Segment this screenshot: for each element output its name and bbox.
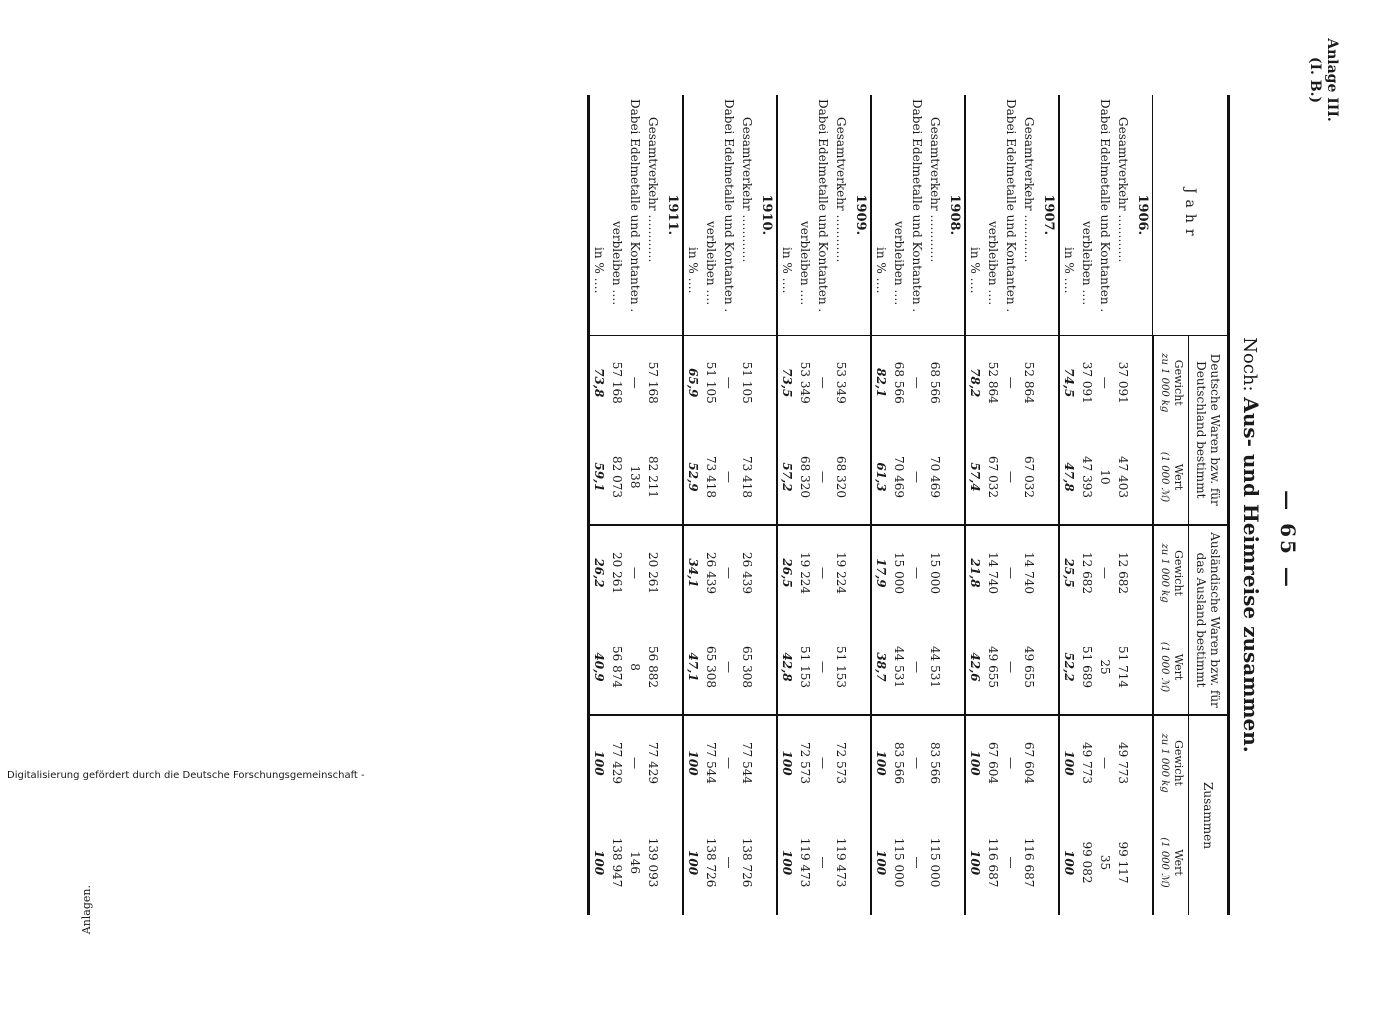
value-cell: 146	[628, 851, 642, 874]
value-cell: 51 105	[740, 361, 754, 404]
group-header-zusammen: Zusammen	[1189, 715, 1229, 915]
value-cell: 100	[683, 810, 702, 915]
empty-cell	[944, 810, 965, 915]
value-cell: 116 687	[986, 837, 1000, 888]
value-cell: 67 604	[1022, 742, 1036, 785]
table-row	[720, 95, 738, 915]
value-cell: —	[1098, 757, 1112, 770]
statistics-table	[587, 95, 1230, 915]
table-row	[1078, 95, 1096, 915]
row-label: Dabei Edelmetalle und Kontanten .	[1002, 95, 1020, 335]
value-cell: 44 531	[926, 620, 944, 715]
table-row	[890, 95, 908, 915]
value-cell: 70 469	[926, 430, 944, 525]
sub-header-label: Gewicht	[1172, 740, 1185, 786]
value-cell: —	[1098, 567, 1112, 580]
value-cell: —	[816, 567, 830, 580]
value-cell: 100	[965, 715, 984, 810]
row-label: verbleiben ….	[608, 95, 626, 335]
value-cell: 12 682	[1116, 552, 1130, 595]
value-cell: 78,2	[965, 335, 984, 430]
value-cell: 56 882	[644, 620, 662, 715]
value-cell: 26,2	[592, 558, 606, 588]
value-cell: —	[910, 567, 924, 580]
value-cell: 115 000	[892, 837, 906, 888]
value-cell: 73,8	[592, 368, 606, 398]
funding-note: Digitalisierung gefördert durch die Deutsche Forschungsgemeinschaft -	[7, 770, 365, 781]
value-cell: 49 773	[1080, 742, 1094, 785]
table-row	[832, 95, 850, 915]
value-cell: —	[1098, 376, 1112, 389]
value-cell: 68 566	[892, 361, 906, 404]
row-label: in % ….	[683, 95, 702, 335]
row-label: Dabei Edelmetalle und Kontanten .	[626, 95, 644, 335]
year-label: 1907.	[1038, 95, 1059, 335]
empty-cell	[944, 525, 965, 620]
table-row	[908, 95, 926, 915]
value-cell: —	[720, 620, 738, 715]
value-cell: 26,5	[777, 525, 796, 620]
table-row	[1096, 95, 1114, 915]
value-cell: —	[1004, 757, 1018, 770]
row-label: Gesamtverkehr …………	[738, 95, 756, 335]
row-label: Gesamtverkehr …………	[644, 95, 662, 335]
value-cell: 82 073	[608, 430, 626, 525]
group-header-deutsche: Deutsche Waren bzw. für Deutschland bestimmt	[1189, 335, 1229, 525]
empty-cell	[662, 525, 683, 620]
title-prefix: Noch:	[1239, 337, 1260, 392]
value-cell: 100	[1059, 715, 1078, 810]
value-cell: 15 000	[892, 552, 906, 595]
value-cell: 68 566	[928, 361, 942, 404]
value-cell: 26 439	[704, 552, 718, 595]
value-cell: 70 469	[890, 430, 908, 525]
value-cell: 115 000	[928, 837, 942, 888]
value-cell: 40,9	[589, 620, 609, 715]
empty-cell	[662, 335, 683, 430]
sub-header-unit: zu 1 000 kg	[1159, 543, 1170, 603]
value-cell: 19 224	[834, 552, 848, 595]
row-label: Gesamtverkehr …………	[1114, 95, 1132, 335]
sub-header-label: Gewicht	[1172, 359, 1185, 406]
table-row	[926, 95, 944, 915]
value-cell: 100	[592, 750, 606, 776]
value-cell: 73,5	[777, 335, 796, 430]
table-body	[589, 95, 1154, 915]
value-cell: 72 573	[798, 742, 812, 785]
table-row	[626, 95, 644, 915]
value-cell: 49 655	[1020, 620, 1038, 715]
year-row	[944, 95, 965, 915]
empty-cell	[662, 430, 683, 525]
value-cell: —	[910, 376, 924, 389]
empty-cell	[1132, 335, 1153, 430]
value-cell: —	[722, 376, 736, 389]
value-cell: 61,3	[871, 430, 890, 525]
empty-cell	[850, 525, 871, 620]
value-cell: 138 726	[704, 837, 718, 888]
value-cell: 52,2	[1059, 620, 1078, 715]
value-cell: 99 117	[1116, 841, 1130, 884]
year-row	[1038, 95, 1059, 915]
value-cell: —	[722, 856, 736, 869]
value-cell: 99 082	[1080, 841, 1094, 884]
sub-header-3	[1153, 620, 1189, 715]
table-row	[984, 95, 1002, 915]
value-cell: 59,1	[589, 430, 609, 525]
sub-header-unit: zu 1 000 kg	[1159, 733, 1170, 793]
sub-header-5	[1153, 810, 1189, 915]
value-cell: 21,8	[965, 525, 984, 620]
value-cell: —	[1004, 376, 1018, 389]
value-cell: 83 566	[928, 742, 942, 785]
value-cell: 57 168	[646, 361, 660, 404]
row-label: in % ….	[965, 95, 984, 335]
value-cell: 15 000	[928, 552, 942, 595]
value-cell: 19 224	[798, 552, 812, 595]
sub-header-1	[1153, 430, 1189, 525]
row-label: verbleiben ….	[984, 95, 1002, 335]
table-row	[871, 95, 890, 915]
value-cell: 53 349	[834, 361, 848, 404]
value-cell: 100	[1059, 810, 1078, 915]
value-cell: 100	[592, 850, 606, 876]
value-cell: 47,8	[1059, 430, 1078, 525]
year-row	[850, 95, 871, 915]
empty-cell	[850, 430, 871, 525]
empty-cell	[756, 335, 777, 430]
value-cell: 82 211	[644, 430, 662, 525]
value-cell: 100	[871, 715, 890, 810]
value-cell: 138 726	[740, 837, 754, 888]
value-cell: —	[816, 376, 830, 389]
row-label: in % ….	[1059, 95, 1078, 335]
table-row	[702, 95, 720, 915]
row-label: verbleiben ….	[796, 95, 814, 335]
value-cell: 53 349	[798, 361, 812, 404]
value-cell: 68 320	[832, 430, 850, 525]
value-cell: 35	[1098, 854, 1112, 871]
value-cell: —	[722, 567, 736, 580]
empty-cell	[1038, 810, 1059, 915]
table-row	[777, 95, 796, 915]
sub-header-label: Gewicht	[1172, 550, 1185, 596]
value-cell: 52 864	[986, 361, 1000, 404]
value-cell: 77 429	[646, 742, 660, 785]
value-cell: 14 740	[986, 552, 1000, 595]
empty-cell	[1132, 810, 1153, 915]
table-row	[814, 95, 832, 915]
empty-cell	[662, 810, 683, 915]
empty-cell	[850, 715, 871, 810]
sub-header-label: Wert	[1172, 463, 1185, 491]
value-cell: 51 105	[704, 361, 718, 404]
empty-cell	[756, 715, 777, 810]
value-cell: 49 773	[1116, 742, 1130, 785]
row-label: Dabei Edelmetalle und Kontanten .	[720, 95, 738, 335]
table-row	[1059, 95, 1078, 915]
value-cell: 37 091	[1080, 361, 1094, 404]
sub-header-unit: (1 000 ℳ)	[1159, 837, 1170, 888]
value-cell: 10	[1096, 430, 1114, 525]
value-cell: —	[628, 376, 642, 389]
value-cell: 116 687	[1022, 837, 1036, 888]
sub-header-2	[1153, 525, 1189, 620]
value-cell: 44 531	[890, 620, 908, 715]
value-cell: 34,1	[683, 525, 702, 620]
value-cell: 47 393	[1078, 430, 1096, 525]
value-cell: 65,9	[683, 335, 702, 430]
value-cell: 65 308	[702, 620, 720, 715]
value-cell: —	[814, 620, 832, 715]
page-title	[1239, 80, 1263, 1010]
value-cell: 51 153	[796, 620, 814, 715]
value-cell: —	[628, 757, 642, 770]
value-cell: 73 418	[702, 430, 720, 525]
empty-cell	[944, 620, 965, 715]
row-label: verbleiben ….	[890, 95, 908, 335]
value-cell: 25,5	[1059, 525, 1078, 620]
value-cell: 138 947	[610, 837, 624, 888]
empty-cell	[756, 810, 777, 915]
row-label: Gesamtverkehr …………	[1020, 95, 1038, 335]
value-cell: —	[910, 757, 924, 770]
value-cell: 67 032	[1020, 430, 1038, 525]
empty-cell	[1132, 715, 1153, 810]
table-row	[644, 95, 662, 915]
empty-cell	[756, 525, 777, 620]
anlagen-note: Anlagen.	[80, 885, 93, 935]
year-row	[662, 95, 683, 915]
value-cell: 74,5	[1059, 335, 1078, 430]
value-cell: 139 093	[646, 837, 660, 888]
value-cell: —	[1004, 856, 1018, 869]
value-cell: 37 091	[1116, 361, 1130, 404]
empty-cell	[850, 810, 871, 915]
value-cell: —	[910, 856, 924, 869]
value-cell: —	[814, 430, 832, 525]
row-label: Dabei Edelmetalle und Kontanten .	[908, 95, 926, 335]
table-row	[738, 95, 756, 915]
value-cell: 47 403	[1114, 430, 1132, 525]
value-cell: 8	[626, 620, 644, 715]
row-label: in % ….	[871, 95, 890, 335]
sub-header-label: Wert	[1172, 653, 1185, 681]
value-cell: 14 740	[1022, 552, 1036, 595]
value-cell: 83 566	[892, 742, 906, 785]
sub-header-4	[1153, 715, 1189, 810]
empty-cell	[1038, 430, 1059, 525]
value-cell: —	[816, 856, 830, 869]
empty-cell	[1132, 620, 1153, 715]
value-cell: 77 544	[704, 742, 718, 785]
table-row	[1114, 95, 1132, 915]
table-row	[965, 95, 984, 915]
value-cell: 52 864	[1022, 361, 1036, 404]
value-cell: 100	[777, 715, 796, 810]
value-cell: 51 153	[832, 620, 850, 715]
row-label: Dabei Edelmetalle und Kontanten .	[1096, 95, 1114, 335]
row-label: in % ….	[777, 95, 796, 335]
value-cell: 67 604	[986, 742, 1000, 785]
value-cell: 25	[1096, 620, 1114, 715]
empty-cell	[1038, 335, 1059, 430]
value-cell: —	[908, 620, 926, 715]
value-cell: 52,9	[683, 430, 702, 525]
sub-header-unit: zu 1 000 kg	[1159, 353, 1170, 413]
year-label: 1911.	[662, 95, 683, 335]
anlage-subtitle: (I. B.)	[1307, 56, 1323, 104]
value-cell: —	[1002, 620, 1020, 715]
value-cell: 82,1	[871, 335, 890, 430]
value-cell: 47,1	[683, 620, 702, 715]
value-cell: 42,6	[965, 620, 984, 715]
year-label: 1909.	[850, 95, 871, 335]
value-cell: 26 439	[740, 552, 754, 595]
table-row	[608, 95, 626, 915]
value-cell: —	[720, 430, 738, 525]
year-label: 1908.	[944, 95, 965, 335]
year-row	[756, 95, 777, 915]
value-cell: 51 714	[1114, 620, 1132, 715]
row-label: Gesamtverkehr …………	[832, 95, 850, 335]
value-cell: 12 682	[1080, 552, 1094, 595]
anlage-title: Anlage III.	[1324, 38, 1340, 122]
year-label: 1910.	[756, 95, 777, 335]
empty-cell	[1038, 620, 1059, 715]
value-cell: 100	[965, 810, 984, 915]
value-cell: —	[722, 757, 736, 770]
table-row	[1002, 95, 1020, 915]
anlage-label	[1306, 30, 1340, 130]
value-cell: 73 418	[738, 430, 756, 525]
table-row	[1020, 95, 1038, 915]
value-cell: 57,2	[777, 430, 796, 525]
title-main: Aus- und Heimreise zusammen.	[1239, 397, 1263, 753]
sub-header-unit: (1 000 ℳ)	[1159, 451, 1170, 503]
value-cell: 138	[626, 430, 644, 525]
empty-cell	[850, 620, 871, 715]
row-label: Dabei Edelmetalle und Kontanten .	[814, 95, 832, 335]
empty-cell	[1038, 715, 1059, 810]
row-label: in % ….	[589, 95, 609, 335]
value-cell: 56 874	[608, 620, 626, 715]
value-cell: 57,4	[965, 430, 984, 525]
group-header-auslaendische: Ausländische Waren bzw. für das Ausland bestimmt	[1189, 525, 1229, 715]
value-cell: 68 320	[796, 430, 814, 525]
value-cell: 65 308	[738, 620, 756, 715]
value-cell: 57 168	[610, 361, 624, 404]
value-cell: 100	[777, 810, 796, 915]
value-cell: 49 655	[984, 620, 1002, 715]
value-cell: —	[816, 757, 830, 770]
value-cell: 77 429	[610, 742, 624, 785]
value-cell: 20 261	[610, 552, 624, 595]
empty-cell	[944, 430, 965, 525]
value-cell: 100	[683, 715, 702, 810]
jahr-header: Jahr	[1153, 95, 1229, 335]
value-cell: —	[1004, 567, 1018, 580]
value-cell: 77 544	[740, 742, 754, 785]
empty-cell	[662, 620, 683, 715]
value-cell: —	[908, 430, 926, 525]
value-cell: 119 473	[798, 837, 812, 888]
table-row	[796, 95, 814, 915]
value-cell: 67 032	[984, 430, 1002, 525]
empty-cell	[1132, 430, 1153, 525]
table-row	[589, 95, 609, 915]
value-cell: —	[1002, 430, 1020, 525]
empty-cell	[756, 620, 777, 715]
empty-cell	[662, 715, 683, 810]
value-cell: 100	[871, 810, 890, 915]
value-cell: —	[628, 567, 642, 580]
value-cell: 51 689	[1078, 620, 1096, 715]
value-cell: 42,8	[777, 620, 796, 715]
value-cell: 38,7	[871, 620, 890, 715]
year-label: 1906.	[1132, 95, 1153, 335]
empty-cell	[756, 430, 777, 525]
value-cell: 119 473	[834, 837, 848, 888]
sub-header-0	[1153, 335, 1189, 430]
row-label: verbleiben ….	[702, 95, 720, 335]
value-cell: 72 573	[834, 742, 848, 785]
table-row	[683, 95, 702, 915]
empty-cell	[1038, 525, 1059, 620]
value-cell: 20 261	[646, 552, 660, 595]
row-label: verbleiben ….	[1078, 95, 1096, 335]
empty-cell	[944, 335, 965, 430]
value-cell: 17,9	[871, 525, 890, 620]
empty-cell	[850, 335, 871, 430]
sub-header-unit: (1 000 ℳ)	[1159, 641, 1170, 693]
year-row	[1132, 95, 1153, 915]
page-number: — 65 —	[1276, 490, 1300, 590]
empty-cell	[1132, 525, 1153, 620]
empty-cell	[944, 715, 965, 810]
row-label: Gesamtverkehr …………	[926, 95, 944, 335]
sub-header-label: Wert	[1172, 849, 1185, 876]
